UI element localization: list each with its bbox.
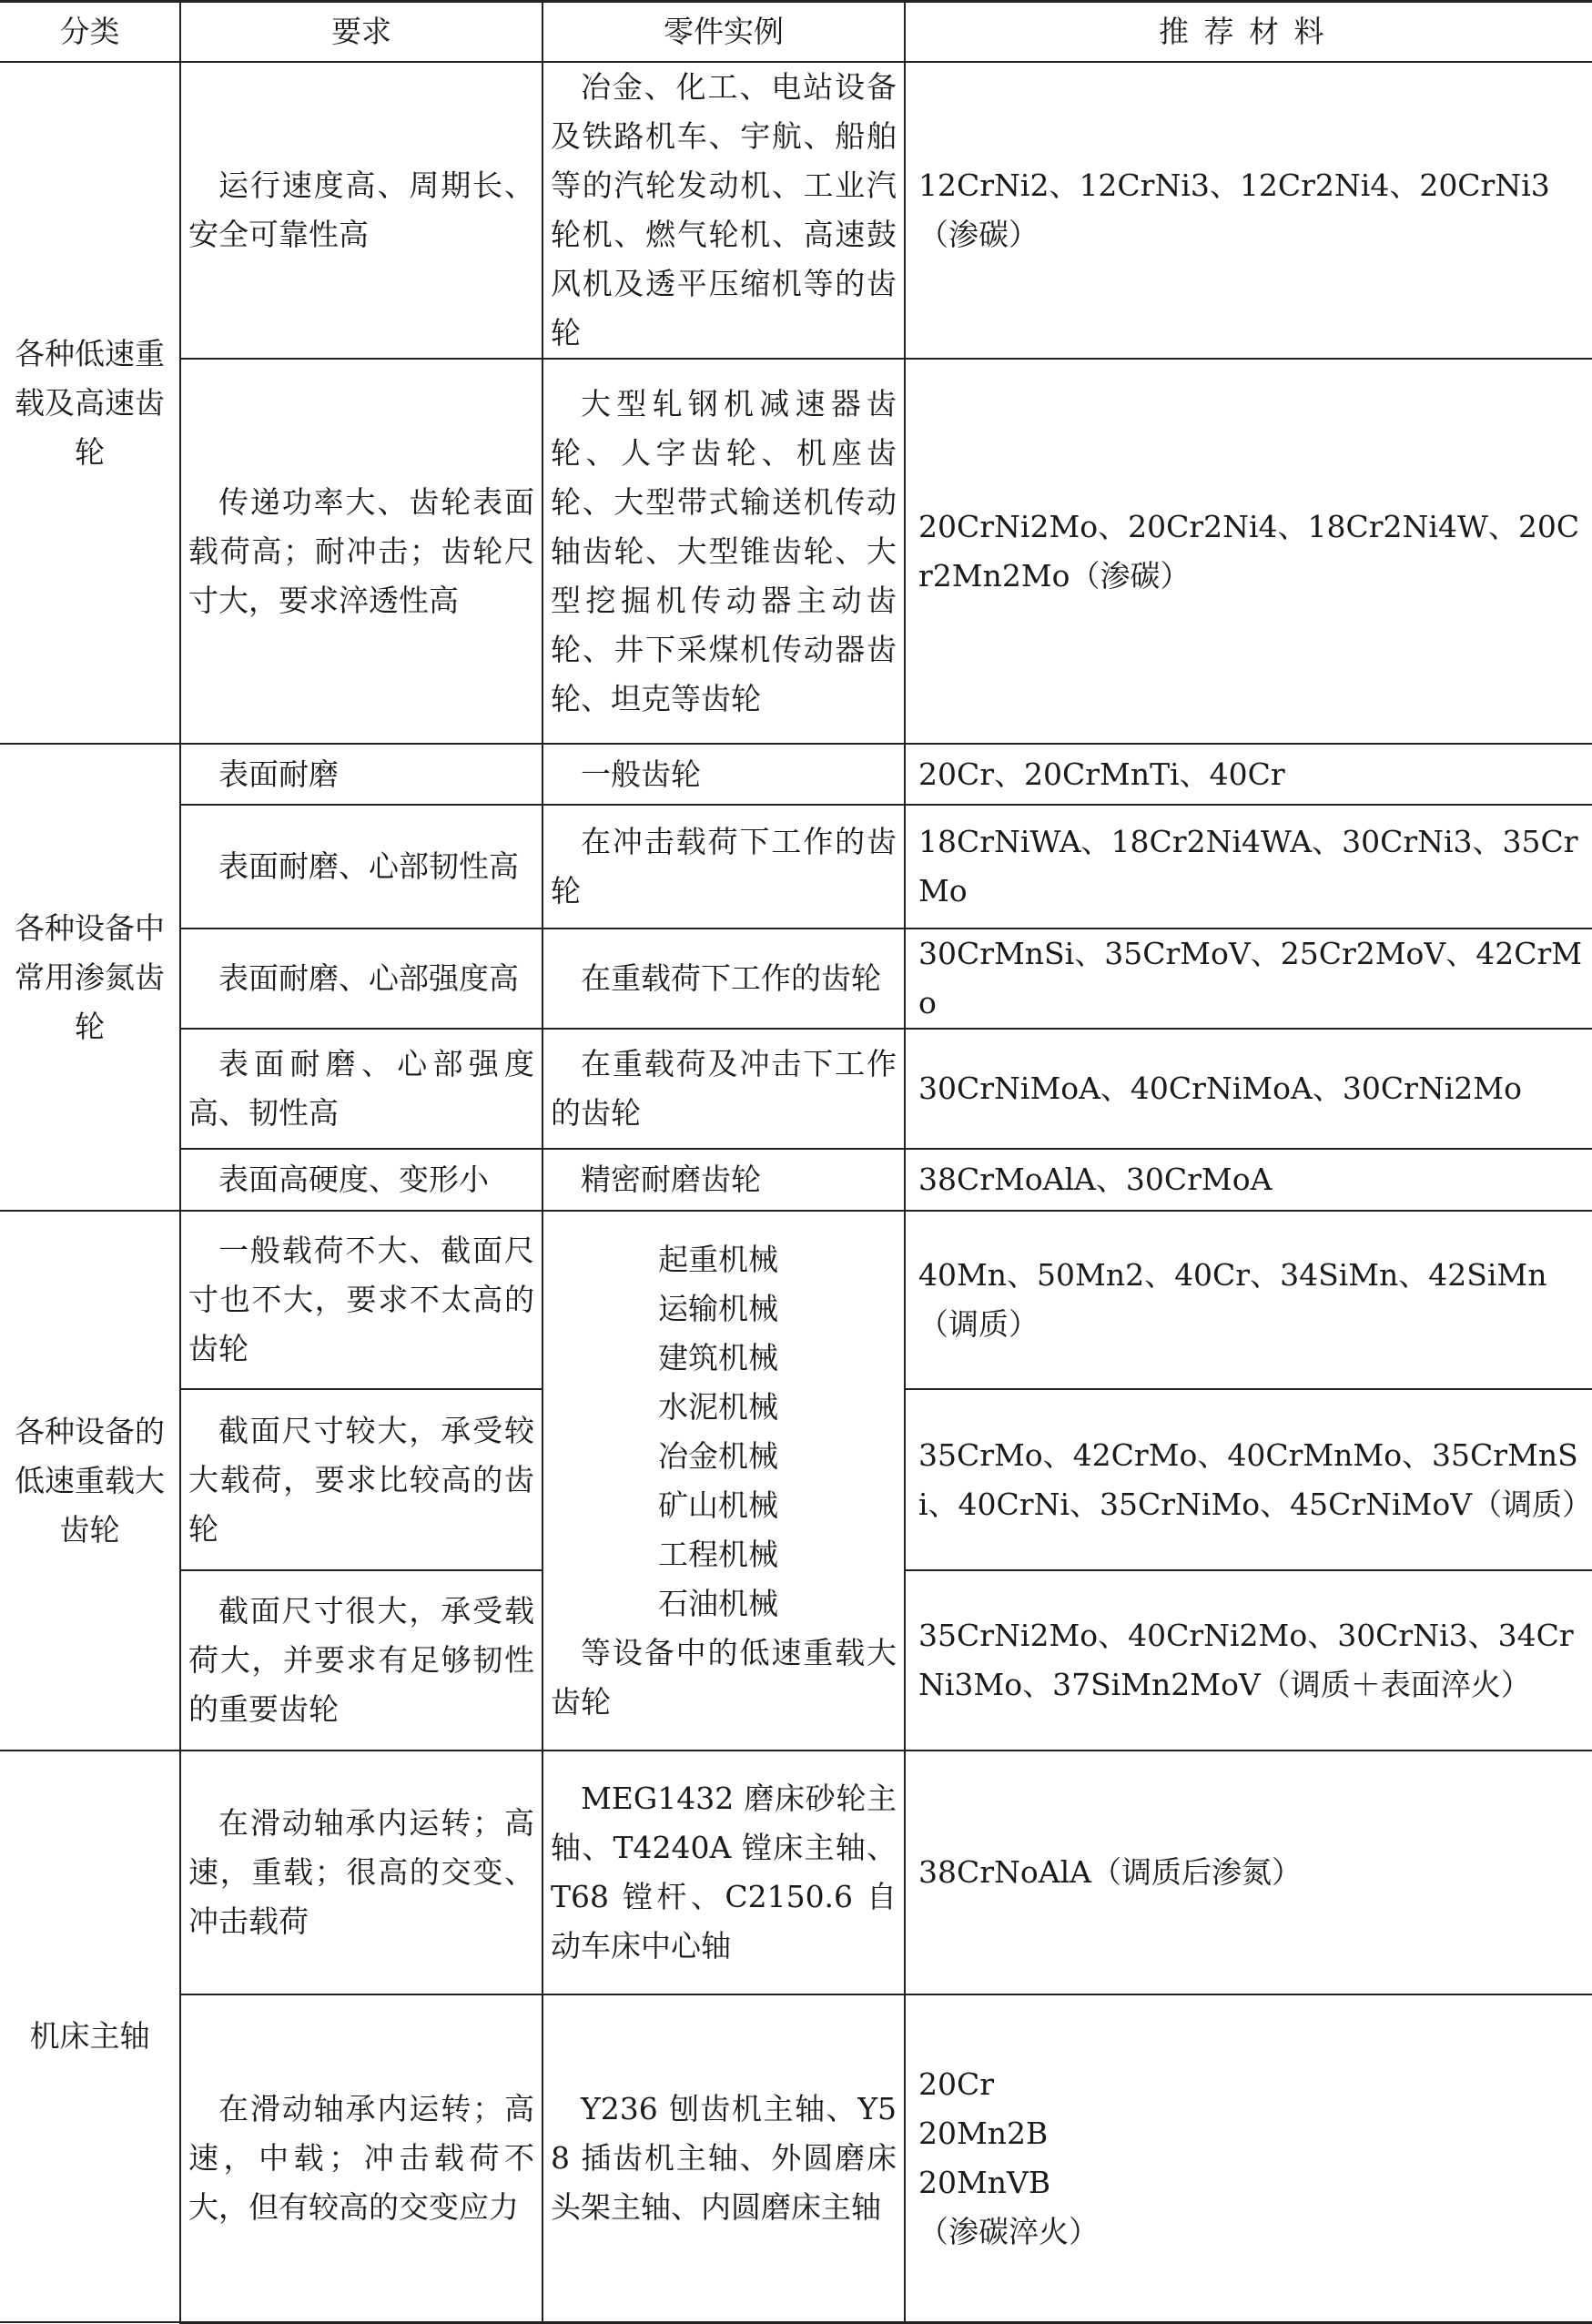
example-cell: MEG1432 磨床砂轮主轴、T4240A 镗床主轴、T68 镗杆、C2150.6 自动车床中心轴	[542, 1751, 905, 1994]
material-line: （渗碳淬火）	[918, 2213, 1099, 2249]
example-line: 水泥机械	[658, 1388, 778, 1425]
example-cell: 冶金、化工、电站设备及铁路机车、宇航、船舶等的汽轮发动机、工业汽轮机、燃气轮机、高速鼓风机及透平压缩机等的齿轮	[542, 62, 905, 359]
example-tail: 等设备中的低速重载大齿轮	[551, 1634, 897, 1720]
example-line: 冶金机械	[658, 1437, 778, 1474]
requirement-cell: 截面尺寸较大，承受较大载荷，要求比较高的齿轮	[180, 1389, 542, 1570]
category-cell: 各种设备的低速重载大齿轮	[0, 1211, 180, 1751]
material-cell: 20CrNi2Mo、20Cr2Ni4、18Cr2Ni4W、20Cr2Mn2Mo（渗碳）	[905, 359, 1592, 744]
table-row	[0, 1029, 1592, 1149]
header-requirement: 要求	[180, 2, 542, 63]
example-line: 起重机械	[658, 1241, 778, 1277]
header-material: 推荐材料	[905, 2, 1592, 63]
material-cell: 20Cr、20CrMnTi、40Cr	[905, 744, 1592, 805]
table-row	[0, 929, 1592, 1029]
example-cell: 大型轧钢机减速器齿轮、人字齿轮、机座齿轮、大型带式输送机传动轴齿轮、大型锥齿轮、大型挖掘机传动器主动齿轮、井下采煤机传动器齿轮、坦克等齿轮	[542, 359, 905, 744]
shared-example-cell	[542, 1211, 905, 1751]
material-cell: 38CrMoAlA、30CrMoA	[905, 1149, 1592, 1211]
material-cell: 30CrNiMoA、40CrNiMoA、30CrNi2Mo	[905, 1029, 1592, 1149]
example-cell: 在重载荷下工作的齿轮	[542, 929, 905, 1029]
example-line: 建筑机械	[658, 1339, 778, 1375]
example-line: 石油机械	[658, 1585, 778, 1621]
requirement-cell: 在滑动轴承内运转；高速，中载；冲击载荷不大，但有较高的交变应力	[180, 1994, 542, 2322]
material-cell: 40Mn、50Mn2、40Cr、34SiMn、42SiMn（调质）	[905, 1211, 1592, 1389]
material-cell: 38CrNoAlA（调质后渗氮）	[905, 1751, 1592, 1994]
example-cell: 一般齿轮	[542, 744, 905, 805]
header-category: 分类	[0, 2, 180, 63]
requirement-cell: 运行速度高、周期长、安全可靠性高	[180, 62, 542, 359]
table-row	[0, 1149, 1592, 1211]
example-cell: 在冲击载荷下工作的齿轮	[542, 805, 905, 929]
example-cell: 精密耐磨齿轮	[542, 1149, 905, 1211]
header-example: 零件实例	[542, 2, 905, 63]
material-line: 20MnVB	[918, 2164, 1051, 2200]
material-cell: 30CrMnSi、35CrMoV、25Cr2MoV、42CrMo	[905, 929, 1592, 1029]
category-cell: 各种设备中常用渗氮齿轮	[0, 744, 180, 1211]
requirement-cell: 一般载荷不大、截面尺寸也不大，要求不太高的齿轮	[180, 1211, 542, 1389]
table-row	[0, 1994, 1592, 2322]
example-cell: 在重载荷及冲击下工作的齿轮	[542, 1029, 905, 1149]
example-cell: Y236 刨齿机主轴、Y58 插齿机主轴、外圆磨床头架主轴、内圆磨床主轴	[542, 1994, 905, 2322]
requirement-cell: 表面耐磨、心部韧性高	[180, 805, 542, 929]
category-cell: 各种低速重载及高速齿轮	[0, 62, 180, 744]
table-row	[0, 744, 1592, 805]
table-row	[0, 62, 1592, 359]
example-line: 运输机械	[658, 1290, 778, 1326]
requirement-cell: 截面尺寸很大，承受载荷大，并要求有足够韧性的重要齿轮	[180, 1570, 542, 1751]
requirement-cell: 传递功率大、齿轮表面载荷高；耐冲击；齿轮尺寸大，要求淬透性高	[180, 359, 542, 744]
category-cell: 机床主轴	[0, 1751, 180, 2322]
requirement-cell: 在滑动轴承内运转；高速，重载；很高的交变、冲击载荷	[180, 1751, 542, 1994]
material-cell: 35CrMo、42CrMo、40CrMnMo、35CrMnSi、40CrNi、35CrNiMo、45CrNiMoV（调质）	[905, 1389, 1592, 1570]
requirement-cell: 表面耐磨	[180, 744, 542, 805]
table-row	[0, 359, 1592, 744]
table-row	[0, 1211, 1592, 1389]
table-row	[0, 805, 1592, 929]
requirement-cell: 表面耐磨、心部强度高	[180, 929, 542, 1029]
material-line: 20Cr	[918, 2065, 995, 2102]
material-line: 20Mn2B	[918, 2115, 1049, 2151]
header-row	[0, 2, 1592, 63]
example-line: 矿山机械	[658, 1487, 778, 1523]
requirement-cell: 表面耐磨、心部强度高、韧性高	[180, 1029, 542, 1149]
material-cell: 35CrNi2Mo、40CrNi2Mo、30CrNi3、34CrNi3Mo、37SiMn2MoV（调质＋表面淬火）	[905, 1570, 1592, 1751]
requirement-cell: 表面高硬度、变形小	[180, 1149, 542, 1211]
material-cell: 18CrNiWA、18Cr2Ni4WA、30CrNi3、35CrMo	[905, 805, 1592, 929]
table-row	[0, 1751, 1592, 1994]
example-line: 工程机械	[658, 1536, 778, 1572]
material-cell: 12CrNi2、12CrNi3、12Cr2Ni4、20CrNi3（渗碳）	[905, 62, 1592, 359]
material-cell	[905, 1994, 1592, 2322]
